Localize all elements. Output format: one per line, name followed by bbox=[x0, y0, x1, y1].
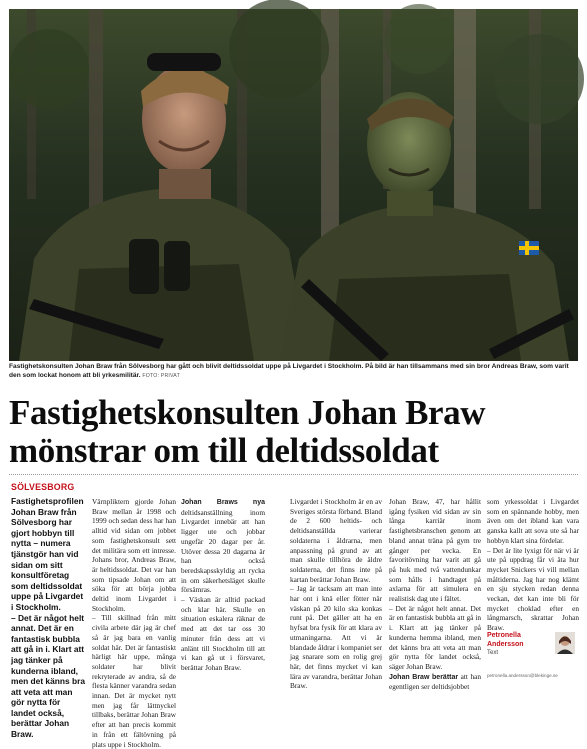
subheading: Johan Braws nya bbox=[181, 499, 265, 506]
body-paragraph: – Jag är tacksam att man inte har ont i knä eller fötter när väskan på 20 kilo ska konkas runt på. Det gäller att ha en hyfsat bra fysik för att klara av utmaningarna. Att vi är blandade åldrar i kompaniet ser jag snarare som en rolig grej här, det finns mycket vi kan lära av varandra, berättar Johan Braw. bbox=[290, 584, 382, 691]
headline-line-2: mönstrar om till deltidssoldat bbox=[9, 431, 439, 470]
lede-quote: – Det är något helt annat. Det är en fantastisk bubbla att gå in i. Klart att jag tänker på kunderna ibland, men det känns bra att veta att man gör nytta för landet också, berättar Johan Braw. bbox=[11, 612, 86, 740]
body-column-1 bbox=[92, 497, 176, 749]
body-column-4 bbox=[389, 497, 482, 692]
body-paragraph bbox=[181, 497, 265, 595]
article-headline bbox=[9, 394, 578, 470]
body-column-2 bbox=[181, 497, 265, 685]
author-portrait-icon bbox=[555, 632, 575, 654]
body-paragraph: som yrkessoldat i Livgardet som en spännande hobby, men även om det ibland kan vara ganska kallt att sova ute så har hobbyn klart sina fördelar. bbox=[487, 497, 579, 545]
body-paragraph: – Det är något helt annat. Det är en fantastisk bubbla att gå in i. Klart att jag tänker på kunderna hemma ibland, men det känns bra att veta att man gör nytta för landet också, säger Johan Braw. bbox=[389, 603, 481, 671]
body-paragraph: – Väskan är alltid packad och klar här. Skulle en situation eskalera räknar de med att det tar oss 30 minuter från dess att vi anlänt till Stockholm till att vi kan gå ut i försvaret, berättar Johan Braw. bbox=[181, 595, 265, 672]
author-last-name: Andersson bbox=[487, 640, 524, 648]
caption-text: Fastighetskonsulten Johan Braw från Sölvesborg har gått och blivit deltidssoldat uppe på Livgardet i Stockholm. På bild är han tillsammans med sin bror Andreas Braw, som varit den som lockat honom att bli yrkesmilitär. bbox=[9, 363, 569, 379]
body-paragraph: Johan Braw, 47, har hållit igång fysiken vid sidan av sin långa karriär inom fastighetsbranschen genom att bland annat träna på gym tre gånger per vecka. En favoritövning har varit att gå på huk med två vattendunkar som hålls i handtaget på axlarna för att simulera en realistisk dag ute i fältet. bbox=[389, 497, 481, 604]
photo-caption bbox=[9, 363, 578, 380]
body-paragraph: – Det är lite lyxigt för när vi är ute på uppdrag får vi äta hur mycket Snickers vi vill mellan måltiderna. Jag har nog klämt en sju stycken redan denna veckan, det kan inte bli för mycket choklad efter en långmarsch, skrattar Johan Braw. bbox=[487, 545, 579, 633]
body-paragraph bbox=[389, 672, 481, 692]
body-column-3 bbox=[290, 497, 382, 691]
soldiers-photo-illustration bbox=[9, 9, 578, 361]
lede-paragraph: Fastighetsprofilen Johan Braw från Sölvesborg har gjort hobbyn till nytta – numera tjänstgör han vid sidan om sitt konsultföretag som deltidssoldat uppe på Livgardet i Stockholm. bbox=[11, 496, 84, 612]
author-avatar bbox=[555, 632, 575, 654]
body-text: att han egentligen ser deltidsjobbet bbox=[389, 671, 482, 692]
body-paragraph: – Till skillnad från mitt civila arbete där jag är chef så är jag bara en vanlig soldat här. Det är fantastiskt härligt här uppe, många soldater har blivit rekryterade av andra, så de flesta känner varandra sedan innan. Det är mycket nytt men jag får lättnyckel tillbaks, berättar Johan Braw efter att han precis kommit in från ett fältövning på plats uppe i Stockholm. bbox=[92, 613, 176, 749]
author-role: Text bbox=[487, 650, 499, 657]
section-label: SÖLVESBORG bbox=[11, 482, 75, 492]
subheading: Johan Braw berättar bbox=[389, 673, 459, 681]
author-email: petronella.andersson@blekinge.se bbox=[487, 673, 558, 678]
author-first-name: Petronella bbox=[487, 632, 521, 639]
article-photo bbox=[9, 9, 578, 361]
body-paragraph: Värnpliktern gjorde Johan Braw mellan år 1998 och 1999 och sedan dess har han alltid vid sidan om jobbet som fastighetskonsult sett det militära som ett intresse. Johans bror, Andreas Braw, är heltidssoldat. Det var han som tipsade Johan om att söka för att börja jobba deltid inom Livgardet i Stockholm. bbox=[92, 497, 176, 613]
headline-line-1: Fastighetskonsulten Johan Braw bbox=[9, 393, 486, 432]
body-text: deltidsanställning inom Livgardet innebär att han ligger ute och jobbar ungefär 20 dagar per år. Utöver dessa 20 dagarna är han också beredskapsskyldig att rycka in om säkerhetsläget skulle försämras. bbox=[181, 507, 265, 595]
body-column-5 bbox=[487, 497, 579, 633]
body-paragraph: Livgardet i Stockholm är en av Sveriges största förband. Bland de 2 600 heltids- och deltidsanställda varierar soldaterna i åldrarna, men anpassning på grund av att man skulle tillhöra de äldre soldaterna, det finns inte på kartan berättar Johan Braw. bbox=[290, 497, 382, 584]
section-divider bbox=[9, 474, 578, 475]
photo-credit: FOTO: PRIVAT bbox=[142, 372, 180, 379]
article-lede bbox=[11, 496, 87, 740]
